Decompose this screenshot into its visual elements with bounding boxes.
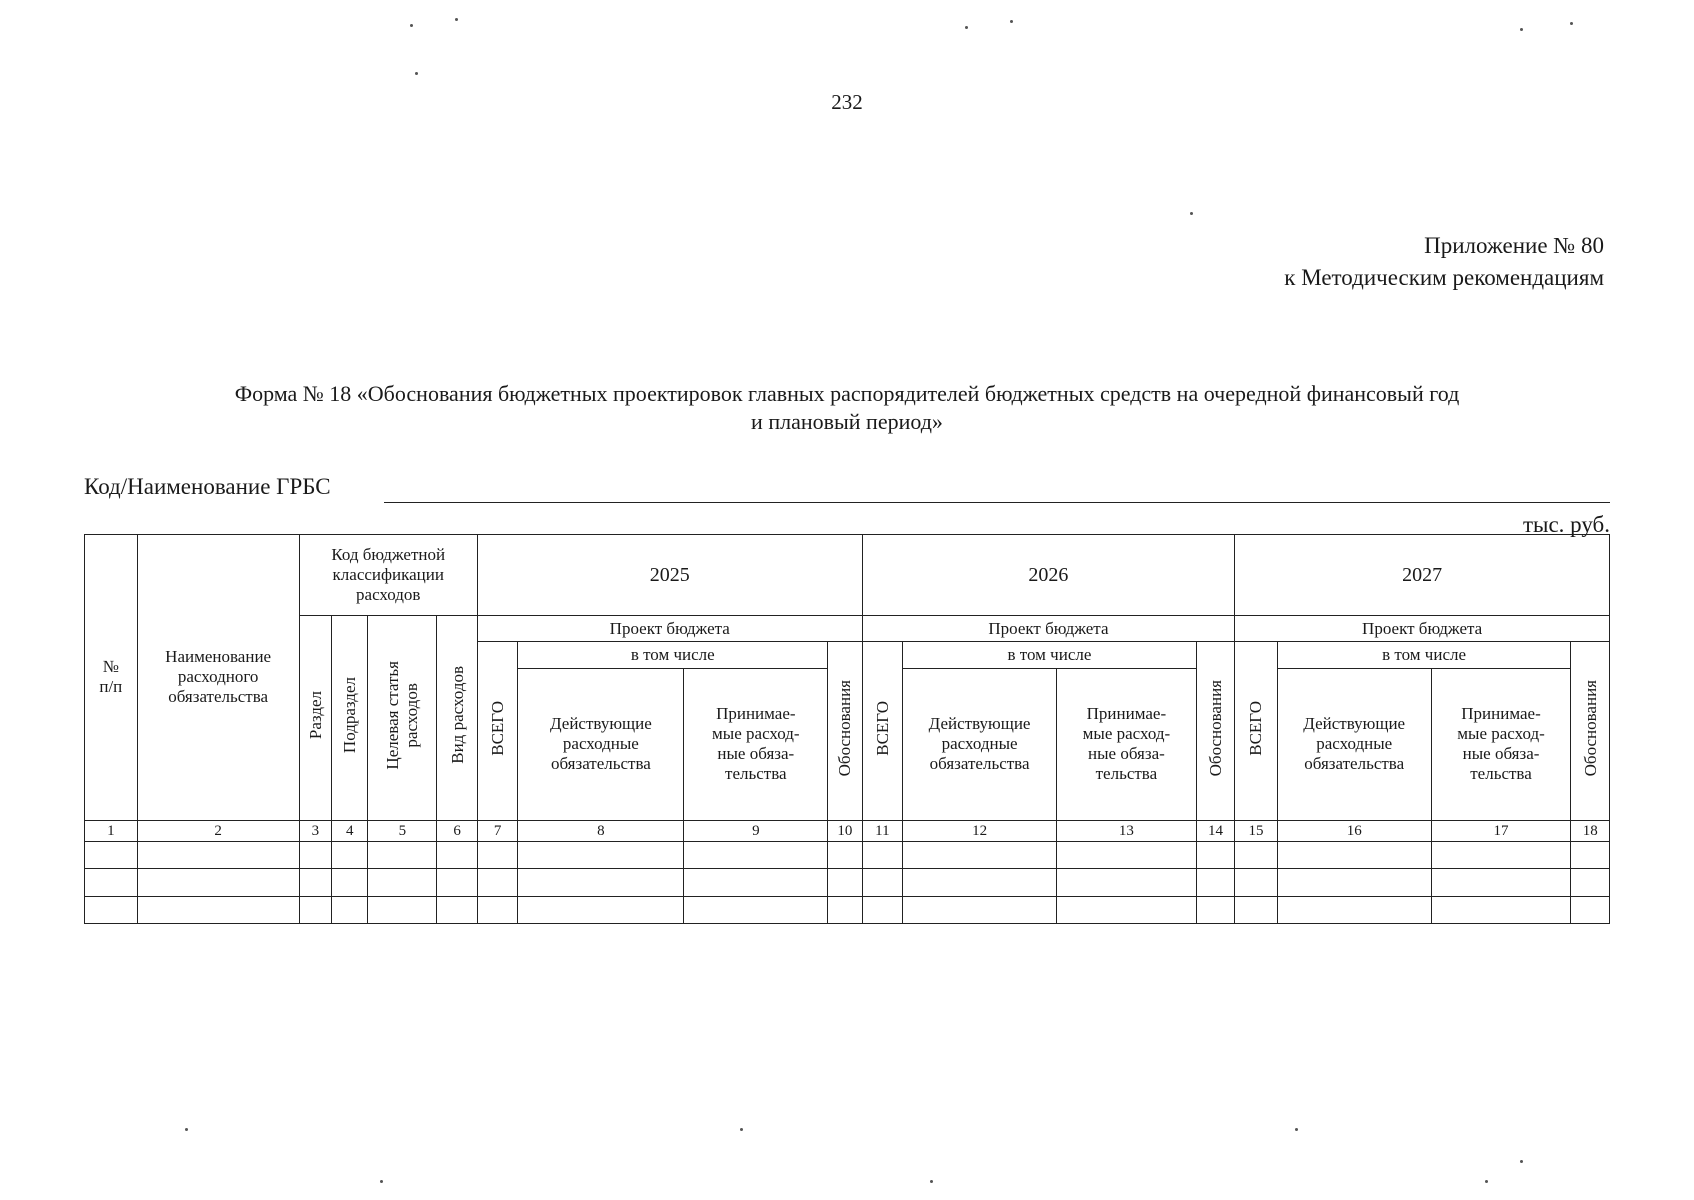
header-existing-2025: Действующие расходные обязательства: [518, 668, 684, 820]
column-number: 10: [828, 820, 862, 841]
header-existing-2027: Действующие расходные обязательства: [1277, 668, 1431, 820]
column-number: 3: [299, 820, 331, 841]
form-title-line-2: и плановый период»: [751, 409, 943, 434]
units-label: тыс. руб.: [1522, 512, 1610, 537]
scan-speck: [740, 1128, 743, 1131]
scan-speck: [1570, 22, 1573, 25]
scan-speck: [1190, 212, 1193, 215]
column-number: 7: [477, 820, 518, 841]
table-row: [85, 869, 1610, 896]
header-including-2027: в том числе: [1277, 642, 1571, 668]
form-title-line-1: Форма № 18 «Обоснования бюджетных проектировок главных распорядителей бюджетных средств на очередной финансовый год: [234, 381, 1460, 406]
column-number: 8: [518, 820, 684, 841]
header-target-article: Целевая статья расходов: [368, 616, 437, 821]
budget-justification-table: [84, 534, 1610, 924]
header-project-2026: Проект бюджета: [862, 616, 1235, 642]
column-number: 17: [1431, 820, 1571, 841]
header-year-2025: 2025: [477, 535, 862, 616]
table-row: [85, 841, 1610, 868]
scan-speck: [380, 1180, 383, 1183]
header-section: Раздел: [299, 616, 331, 821]
scan-speck: [1295, 1128, 1298, 1131]
header-total-2026: ВСЕГО: [862, 642, 903, 820]
header-justification-2026: Обоснования: [1196, 642, 1234, 820]
header-project-2027: Проект бюджета: [1235, 616, 1610, 642]
scan-speck: [965, 26, 968, 29]
table-row: [85, 896, 1610, 923]
header-accepted-2027: Принимае- мые расход- ные обяза- тельства: [1431, 668, 1571, 820]
column-number-row: [85, 820, 1610, 841]
header-accepted-2025: Принимае- мые расход- ные обяза- тельства: [684, 668, 828, 820]
page-number: 232: [831, 90, 863, 114]
column-number: 18: [1571, 820, 1610, 841]
header-including-2026: в том числе: [903, 642, 1197, 668]
grbs-label: Код/Наименование ГРБС: [84, 474, 331, 499]
header-total-2027: ВСЕГО: [1235, 642, 1278, 820]
header-justification-2027: Обоснования: [1571, 642, 1610, 820]
header-project-2025: Проект бюджета: [477, 616, 862, 642]
column-number: 12: [903, 820, 1057, 841]
scan-speck: [930, 1180, 933, 1183]
column-number: 9: [684, 820, 828, 841]
scan-speck: [1520, 1160, 1523, 1163]
header-existing-2026: Действующие расходные обязательства: [903, 668, 1057, 820]
column-number: 11: [862, 820, 903, 841]
header-including-2025: в том числе: [518, 642, 828, 668]
header-row-number: № п/п: [85, 535, 138, 821]
column-number: 5: [368, 820, 437, 841]
header-kbk-group: Код бюджетной классификации расходов: [299, 535, 477, 616]
header-subsection: Подраздел: [332, 616, 368, 821]
header-accepted-2026: Принимае- мые расход- ные обяза- тельства: [1057, 668, 1197, 820]
scan-speck: [1520, 28, 1523, 31]
scan-speck: [1485, 1180, 1488, 1183]
column-number: 2: [137, 820, 299, 841]
form-title: [80, 380, 1614, 436]
scan-speck: [1010, 20, 1013, 23]
header-expense-type: Вид расходов: [437, 616, 478, 821]
scan-speck: [455, 18, 458, 21]
column-number: 6: [437, 820, 478, 841]
column-number: 14: [1196, 820, 1234, 841]
header-year-2026: 2026: [862, 535, 1235, 616]
column-number: 13: [1057, 820, 1197, 841]
grbs-fill-line: [384, 502, 1610, 503]
appendix-header: [1284, 230, 1604, 294]
column-number: 1: [85, 820, 138, 841]
scan-speck: [410, 24, 413, 27]
header-total-2025: ВСЕГО: [477, 642, 518, 820]
column-number: 4: [332, 820, 368, 841]
header-justification-2025: Обоснования: [828, 642, 862, 820]
appendix-line-2: к Методическим рекомендациям: [1284, 265, 1604, 290]
column-number: 15: [1235, 820, 1278, 841]
column-number: 16: [1277, 820, 1431, 841]
appendix-line-1: Приложение № 80: [1424, 233, 1604, 258]
header-obligation-name: Наименование расходного обязательства: [137, 535, 299, 821]
scan-speck: [415, 72, 418, 75]
scan-speck: [185, 1128, 188, 1131]
header-year-2027: 2027: [1235, 535, 1610, 616]
